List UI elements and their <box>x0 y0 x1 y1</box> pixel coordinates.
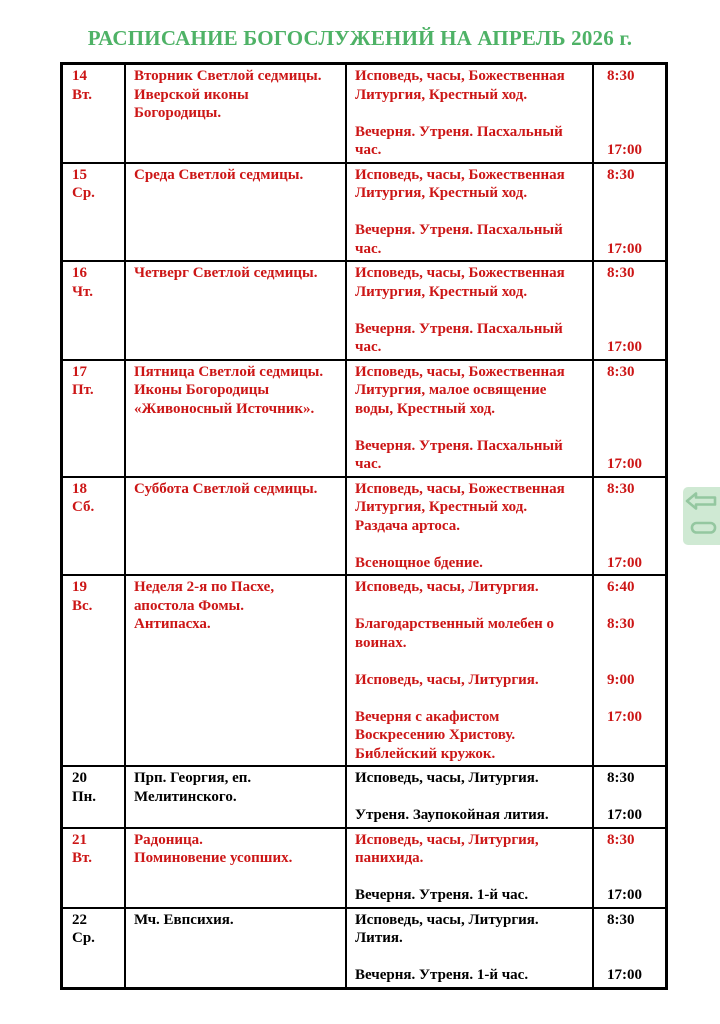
description-line: Четверг Светлой седмицы. <box>134 265 318 281</box>
service-entry <box>347 480 665 536</box>
time-value: 17:00 <box>607 807 642 823</box>
service-entry <box>347 578 665 597</box>
service-text <box>347 708 594 764</box>
entry-gap <box>347 535 665 554</box>
service-line: Исповедь, часы, Литургия. <box>355 770 539 786</box>
services-times-cell <box>347 361 665 476</box>
description-line: Вторник Светлой седмицы. <box>134 68 322 84</box>
table-row <box>63 162 665 261</box>
entry-gap <box>347 652 665 671</box>
time-cell <box>594 911 665 948</box>
service-text <box>347 831 594 868</box>
services-times-cell <box>347 164 665 261</box>
day-abbr: Ср. <box>72 930 95 946</box>
service-line: Литургия, малое освящение <box>355 382 547 398</box>
date-number: 17 <box>72 363 87 380</box>
description-cell <box>126 262 347 359</box>
description-cell <box>126 164 347 261</box>
service-text <box>347 480 594 536</box>
service-entry <box>347 886 665 905</box>
table-row <box>63 827 665 907</box>
date-number: 15 <box>72 166 87 183</box>
service-entry <box>347 320 665 357</box>
day-abbr: Ср. <box>72 185 95 201</box>
pill-icon <box>692 523 715 533</box>
date-number: 21 <box>72 831 87 848</box>
day-abbr: Пт. <box>72 382 94 398</box>
time-cell <box>594 671 665 690</box>
service-text <box>347 966 594 985</box>
service-line: воды, Крестный ход. <box>355 400 496 417</box>
service-line: час. <box>355 240 382 257</box>
service-text <box>347 221 594 258</box>
description-line: Мелитинского. <box>134 788 237 805</box>
services-times-cell <box>347 478 665 575</box>
date-cell <box>63 164 126 261</box>
service-entry <box>347 671 665 690</box>
description-line: Среда Светлой седмицы. <box>134 166 304 183</box>
day-abbr: Пн. <box>72 788 97 805</box>
time-value: 17:00 <box>607 708 642 725</box>
description-line: Неделя 2-я по Пасхе, <box>134 579 275 595</box>
service-line: Вечерня. Утреня. Пасхальный <box>355 123 563 140</box>
description-line: Радоница. <box>134 831 203 848</box>
service-line: Вечерня. Утреня. Пасхальный <box>355 222 563 238</box>
time-value: 8:30 <box>607 480 635 497</box>
table-row <box>63 359 665 476</box>
service-text <box>347 911 594 948</box>
service-line: час. <box>355 456 382 472</box>
time-value: 17:00 <box>607 967 642 983</box>
description-cell <box>126 478 347 575</box>
description-cell <box>126 65 347 162</box>
navigation-widget[interactable] <box>683 487 720 545</box>
time-cell <box>594 67 665 104</box>
service-entry <box>347 831 665 868</box>
service-text <box>347 554 594 573</box>
date-cell <box>63 909 126 987</box>
description-line: «Живоносный Источник». <box>134 400 315 417</box>
date-cell <box>63 262 126 359</box>
service-line: Раздача артоса. <box>355 517 461 534</box>
service-line: час. <box>355 142 382 158</box>
service-line: панихида. <box>355 850 424 866</box>
service-entry <box>347 221 665 258</box>
time-cell <box>594 578 665 597</box>
service-line: Вечерня. Утреня. Пасхальный <box>355 437 563 454</box>
service-text <box>347 806 594 825</box>
arrow-left-icon[interactable] <box>687 494 715 509</box>
service-line: час. <box>355 339 382 355</box>
service-line: Исповедь, часы, Божественная <box>355 480 565 497</box>
date-number: 18 <box>72 480 87 497</box>
date-cell <box>63 478 126 575</box>
time-cell <box>594 708 665 764</box>
entry-gap <box>347 301 665 320</box>
service-line: Исповедь, часы, Литургия. <box>355 911 539 928</box>
service-line: Вечерня. Утреня. Пасхальный <box>355 320 563 337</box>
service-line: Утреня. Заупокойная лития. <box>355 807 549 823</box>
service-line: Литургия, Крестный ход. <box>355 283 528 300</box>
description-line: Мч. Евпсихия. <box>134 911 234 928</box>
service-text <box>347 671 594 690</box>
service-text <box>347 769 594 788</box>
services-times-cell <box>347 767 665 827</box>
services-times-cell <box>347 829 665 907</box>
description-line: Иверской иконы <box>134 86 249 103</box>
service-text <box>347 166 594 203</box>
table-row <box>63 65 665 162</box>
time-value: 17:00 <box>607 456 642 472</box>
time-cell <box>594 264 665 301</box>
time-value: 8:30 <box>607 265 635 281</box>
page-title: РАСПИСАНИЕ БОГОСЛУЖЕНИЙ НА АПРЕЛЬ 2026 г. <box>87 26 633 50</box>
service-line: Исповедь, часы, Литургия. <box>355 579 539 595</box>
description-line: Поминовение усопших. <box>134 850 293 866</box>
schedule-table <box>60 62 668 990</box>
time-cell <box>594 437 665 474</box>
service-line: Исповедь, часы, Литургия. <box>355 671 539 688</box>
date-cell <box>63 361 126 476</box>
date-number: 19 <box>72 579 87 595</box>
services-times-cell <box>347 262 665 359</box>
description-line: апостола Фомы. <box>134 597 245 614</box>
time-value: 9:00 <box>607 671 635 688</box>
services-times-cell <box>347 576 665 765</box>
service-text <box>347 437 594 474</box>
time-value: 6:40 <box>607 579 635 595</box>
date-cell <box>63 576 126 765</box>
time-cell <box>594 831 665 868</box>
description-line: Пятница Светлой седмицы. <box>134 363 324 380</box>
service-text <box>347 320 594 357</box>
table-row <box>63 907 665 987</box>
day-abbr: Сб. <box>72 499 95 515</box>
service-entry <box>347 166 665 203</box>
entry-gap <box>347 203 665 222</box>
time-cell <box>594 363 665 419</box>
service-entry <box>347 264 665 301</box>
service-entry <box>347 806 665 825</box>
entry-gap <box>347 104 665 123</box>
entry-gap <box>347 868 665 887</box>
day-abbr: Чт. <box>72 283 93 300</box>
services-times-cell <box>347 65 665 162</box>
service-entry <box>347 769 665 788</box>
time-value: 8:30 <box>607 363 635 380</box>
service-entry <box>347 708 665 764</box>
time-cell <box>594 221 665 258</box>
time-cell <box>594 615 665 652</box>
date-cell <box>63 829 126 907</box>
service-text <box>347 123 594 160</box>
description-cell <box>126 361 347 476</box>
service-line: Литургия, Крестный ход. <box>355 499 528 515</box>
time-value: 8:30 <box>607 770 635 786</box>
time-cell <box>594 966 665 985</box>
time-value: 17:00 <box>607 240 642 257</box>
description-line: Богородицы. <box>134 105 222 121</box>
time-value: 8:30 <box>607 68 635 84</box>
service-entry <box>347 966 665 985</box>
service-entry <box>347 615 665 652</box>
service-line: воинах. <box>355 634 407 651</box>
navigation-widget-icons <box>683 487 720 545</box>
time-cell <box>594 320 665 357</box>
time-cell <box>594 769 665 788</box>
service-line: Лития. <box>355 930 403 946</box>
service-entry <box>347 437 665 474</box>
description-line: Суббота Светлой седмицы. <box>134 480 318 497</box>
table-row <box>63 574 665 765</box>
service-line: Исповедь, часы, Божественная <box>355 166 565 183</box>
service-line: Исповедь, часы, Божественная <box>355 68 565 84</box>
service-text <box>347 67 594 104</box>
time-cell <box>594 480 665 536</box>
day-abbr: Вт. <box>72 850 92 866</box>
service-line: Вечерня с акафистом <box>355 708 500 725</box>
service-line: Благодарственный молебен о <box>355 616 554 632</box>
service-entry <box>347 123 665 160</box>
date-cell <box>63 767 126 827</box>
service-line: Литургия, Крестный ход. <box>355 86 528 103</box>
time-value: 17:00 <box>607 339 642 355</box>
description-cell <box>126 829 347 907</box>
service-line: Исповедь, часы, Божественная <box>355 363 565 380</box>
service-entry <box>347 554 665 573</box>
services-times-cell <box>347 909 665 987</box>
time-value: 8:30 <box>607 831 635 848</box>
table-row <box>63 260 665 359</box>
time-value: 17:00 <box>607 887 642 903</box>
time-cell <box>594 166 665 203</box>
service-line: Вечерня. Утреня. 1-й час. <box>355 887 529 903</box>
date-cell <box>63 65 126 162</box>
entry-gap <box>347 689 665 708</box>
service-text <box>347 264 594 301</box>
table-row <box>63 476 665 575</box>
time-value: 8:30 <box>607 911 635 928</box>
time-cell <box>594 886 665 905</box>
entry-gap <box>347 948 665 967</box>
service-text <box>347 615 594 652</box>
service-line: Исповедь, часы, Литургия, <box>355 831 539 848</box>
time-cell <box>594 554 665 573</box>
service-text <box>347 363 594 419</box>
description-line: Антипасха. <box>134 616 211 632</box>
time-value: 17:00 <box>607 554 642 571</box>
service-line: Исповедь, часы, Божественная <box>355 265 565 281</box>
date-number: 20 <box>72 770 87 786</box>
service-line: Литургия, Крестный ход. <box>355 185 528 201</box>
time-cell <box>594 806 665 825</box>
day-abbr: Вт. <box>72 86 92 103</box>
description-cell <box>126 767 347 827</box>
time-cell <box>594 123 665 160</box>
service-line: Библейский кружок. <box>355 745 496 762</box>
day-abbr: Вс. <box>72 597 93 614</box>
time-value: 8:30 <box>607 166 635 183</box>
date-number: 16 <box>72 265 87 281</box>
entry-gap <box>347 597 665 616</box>
time-value: 17:00 <box>607 142 642 158</box>
table-row <box>63 765 665 827</box>
service-text <box>347 578 594 597</box>
entry-gap <box>347 418 665 437</box>
service-entry <box>347 67 665 104</box>
description-line: Прп. Георгия, еп. <box>134 770 252 786</box>
description-cell <box>126 909 347 987</box>
time-value: 8:30 <box>607 616 635 632</box>
service-entry <box>347 363 665 419</box>
service-line: Вечерня. Утреня. 1-й час. <box>355 967 529 983</box>
service-line: Всенощное бдение. <box>355 554 483 571</box>
date-number: 14 <box>72 68 87 84</box>
description-line: Иконы Богородицы <box>134 382 270 398</box>
description-cell <box>126 576 347 765</box>
service-entry <box>347 911 665 948</box>
service-text <box>347 886 594 905</box>
date-number: 22 <box>72 911 87 928</box>
entry-gap <box>347 788 665 807</box>
service-line: Воскресению Христову. <box>355 727 516 743</box>
